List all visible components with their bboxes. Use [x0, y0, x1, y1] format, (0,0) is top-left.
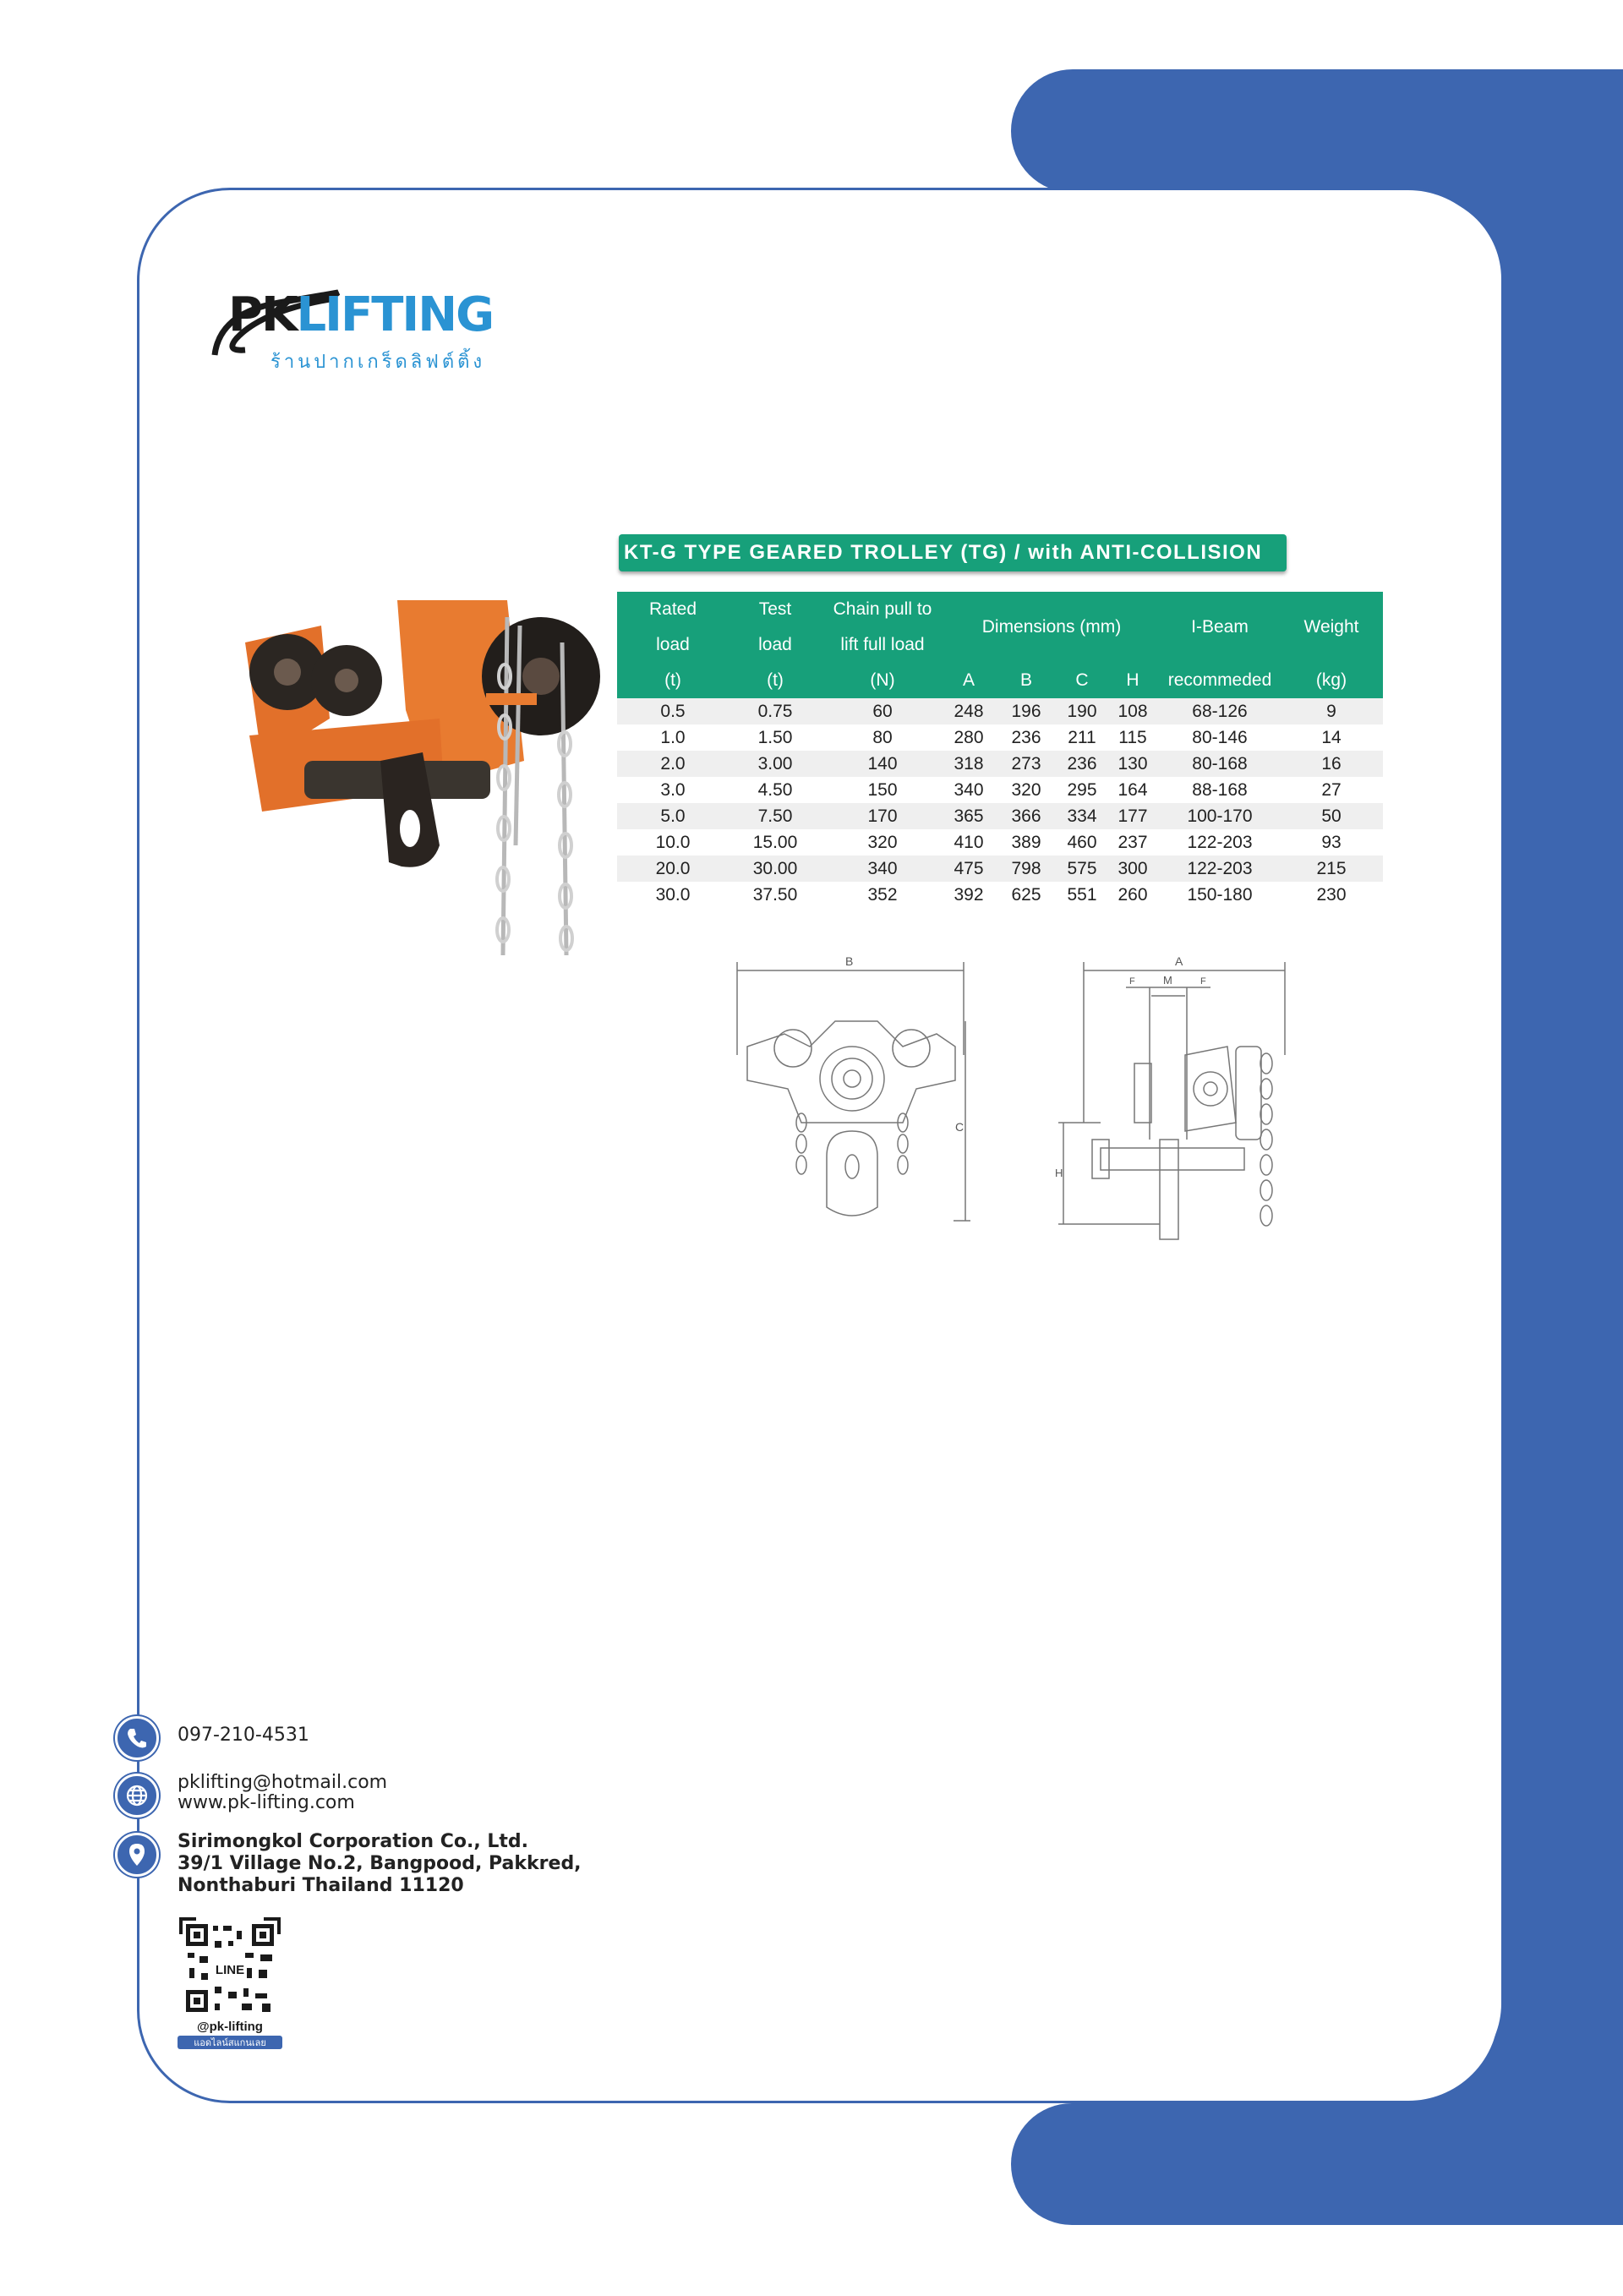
- table-cell: 115: [1118, 727, 1147, 747]
- table-cell: 15.00: [752, 832, 798, 852]
- table-cell: 410: [954, 832, 984, 852]
- header-rated-2: load: [617, 627, 729, 663]
- table-cell: 0.5: [617, 698, 729, 724]
- header-beam-1: I-Beam: [1160, 592, 1280, 663]
- table-cell: 273: [994, 751, 1058, 777]
- table-cell: 320: [867, 832, 898, 852]
- table-row: [617, 698, 1383, 724]
- table-cell: 150-180: [1187, 884, 1253, 905]
- content-card-inner: [1403, 194, 1501, 2088]
- spec-table: [617, 592, 1383, 908]
- table-cell: 100-170: [1160, 803, 1280, 829]
- qr-center-label: LINE: [215, 1963, 245, 1977]
- table-cell: 10.0: [655, 832, 691, 852]
- table-cell: 365: [943, 803, 994, 829]
- address-line-3: Nonthaburi Thailand 11120: [178, 1875, 464, 1896]
- table-cell: 215: [1280, 856, 1383, 882]
- table-cell: 80: [872, 727, 893, 747]
- table-cell: 68-126: [1160, 698, 1280, 724]
- table-row: [617, 856, 1383, 882]
- side-label-f2: F: [1200, 976, 1206, 987]
- table-cell: 122-203: [1160, 856, 1280, 882]
- table-cell: 237: [1118, 832, 1148, 852]
- qr-handle: @pk-lifting: [197, 2020, 263, 2034]
- header-weight-1: Weight: [1280, 592, 1383, 663]
- table-row: [617, 829, 1383, 856]
- side-view-drawing: [1055, 954, 1295, 1246]
- table-cell: 551: [1067, 884, 1097, 905]
- table-cell: 5.0: [617, 803, 729, 829]
- table-cell: 1.50: [757, 727, 793, 747]
- table-cell: 140: [822, 751, 943, 777]
- table-cell: 260: [1118, 884, 1148, 905]
- brand-logo: [211, 287, 499, 372]
- table-cell: 150: [867, 779, 898, 800]
- table-cell: 3.00: [729, 751, 822, 777]
- table-cell: 389: [1011, 832, 1041, 852]
- table-cell: 0.75: [729, 698, 822, 724]
- table-cell: 60: [822, 698, 943, 724]
- product-photo: [228, 592, 609, 955]
- table-cell: 295: [1067, 779, 1097, 800]
- table-row: [617, 777, 1383, 803]
- table-cell: 340: [822, 856, 943, 882]
- table-cell: 80-168: [1160, 751, 1280, 777]
- header-dim-a: A: [943, 663, 994, 698]
- table-cell: 334: [1058, 803, 1106, 829]
- header-chain-1: Chain pull to: [822, 592, 943, 627]
- table-cell: 108: [1106, 698, 1160, 724]
- globe-icon: [115, 1774, 159, 1818]
- logo-subtitle: ร้านปากเกร็ดลิฟต์ติ้ง: [270, 352, 486, 373]
- table-cell: 30.0: [655, 884, 691, 905]
- header-test-1: Test: [729, 592, 822, 627]
- line-qr-code[interactable]: [178, 1916, 282, 2049]
- header-chain-2: lift full load: [822, 627, 943, 663]
- decor-blue-bottom: [1011, 2103, 1623, 2225]
- table-cell: 366: [994, 803, 1058, 829]
- email-address[interactable]: pklifting@hotmail.com: [178, 1772, 388, 1793]
- table-cell: 236: [1011, 727, 1041, 747]
- table-cell: 130: [1106, 751, 1160, 777]
- front-label-c: C: [955, 1120, 965, 1134]
- table-cell: 392: [954, 884, 984, 905]
- table-row: [617, 751, 1383, 777]
- logo-wordmark: [228, 287, 493, 342]
- product-title: KT-G TYPE GEARED TROLLEY (TG) / with ANTI-COLLISION: [619, 534, 1287, 571]
- logo-lifting: LIFTING: [296, 287, 494, 342]
- header-test-2: load: [729, 627, 822, 663]
- table-cell: 280: [954, 727, 984, 747]
- table-row: [617, 803, 1383, 829]
- header-weight-2: (kg): [1280, 663, 1383, 698]
- table-cell: 211: [1068, 727, 1096, 747]
- table-cell: 230: [1316, 884, 1347, 905]
- table-cell: 9: [1280, 698, 1383, 724]
- table-cell: 30.00: [729, 856, 822, 882]
- table-cell: 4.50: [757, 779, 793, 800]
- table-cell: 177: [1106, 803, 1160, 829]
- table-cell: 236: [1058, 751, 1106, 777]
- table-cell: 80-146: [1192, 727, 1248, 747]
- front-view-drawing: [734, 954, 970, 1229]
- website-link[interactable]: www.pk-lifting.com: [178, 1792, 355, 1813]
- table-cell: 300: [1106, 856, 1160, 882]
- table-cell: 37.50: [752, 884, 798, 905]
- table-cell: 7.50: [729, 803, 822, 829]
- table-row: [617, 882, 1383, 908]
- table-cell: 2.0: [617, 751, 729, 777]
- header-test-3: (t): [729, 663, 822, 698]
- location-pin-icon: [115, 1833, 159, 1877]
- side-label-a: A: [1175, 954, 1183, 968]
- table-cell: 164: [1118, 779, 1148, 800]
- side-label-f1: F: [1129, 976, 1135, 987]
- table-cell: 318: [943, 751, 994, 777]
- table-cell: 460: [1067, 832, 1097, 852]
- table-cell: 122-203: [1187, 832, 1253, 852]
- phone-number[interactable]: 097-210-4531: [178, 1725, 309, 1746]
- header-beam-2: recommeded: [1160, 663, 1280, 698]
- header-dim-c: C: [1058, 663, 1106, 698]
- header-rated-3: (t): [617, 663, 729, 698]
- table-cell: 14: [1321, 727, 1342, 747]
- table-cell: 340: [954, 779, 984, 800]
- table-cell: 320: [1011, 779, 1041, 800]
- header-dim-b: B: [994, 663, 1058, 698]
- table-cell: 475: [943, 856, 994, 882]
- table-cell: 798: [994, 856, 1058, 882]
- address: [178, 1831, 582, 1897]
- table-cell: 248: [943, 698, 994, 724]
- table-row: [617, 724, 1383, 751]
- table-cell: 1.0: [660, 727, 686, 747]
- qr-caption: แอดไลน์สแกนเลย: [194, 2037, 266, 2048]
- table-cell: 190: [1058, 698, 1106, 724]
- side-label-m: M: [1163, 974, 1172, 987]
- table-cell: 575: [1058, 856, 1106, 882]
- table-cell: 27: [1321, 779, 1342, 800]
- table-cell: 625: [1011, 884, 1041, 905]
- header-dim-h: H: [1106, 663, 1160, 698]
- table-cell: 196: [994, 698, 1058, 724]
- header-rated-1: Rated: [617, 592, 729, 627]
- table-cell: 93: [1321, 832, 1342, 852]
- address-line-1: Sirimongkol Corporation Co., Ltd.: [178, 1831, 529, 1852]
- table-cell: 50: [1280, 803, 1383, 829]
- table-cell: 88-168: [1192, 779, 1248, 800]
- phone-icon: [115, 1716, 159, 1760]
- table-cell: 16: [1280, 751, 1383, 777]
- table-cell: 170: [822, 803, 943, 829]
- table-cell: 20.0: [617, 856, 729, 882]
- address-line-2: 39/1 Village No.2, Bangpood, Pakkred,: [178, 1853, 582, 1874]
- front-label-b: B: [845, 954, 854, 968]
- header-dimensions: Dimensions (mm): [943, 592, 1160, 663]
- header-chain-3: (N): [822, 663, 943, 698]
- side-label-h: H: [1055, 1167, 1063, 1179]
- table-cell: 352: [867, 884, 898, 905]
- table-cell: 3.0: [660, 779, 686, 800]
- logo-pk: PK: [228, 287, 297, 342]
